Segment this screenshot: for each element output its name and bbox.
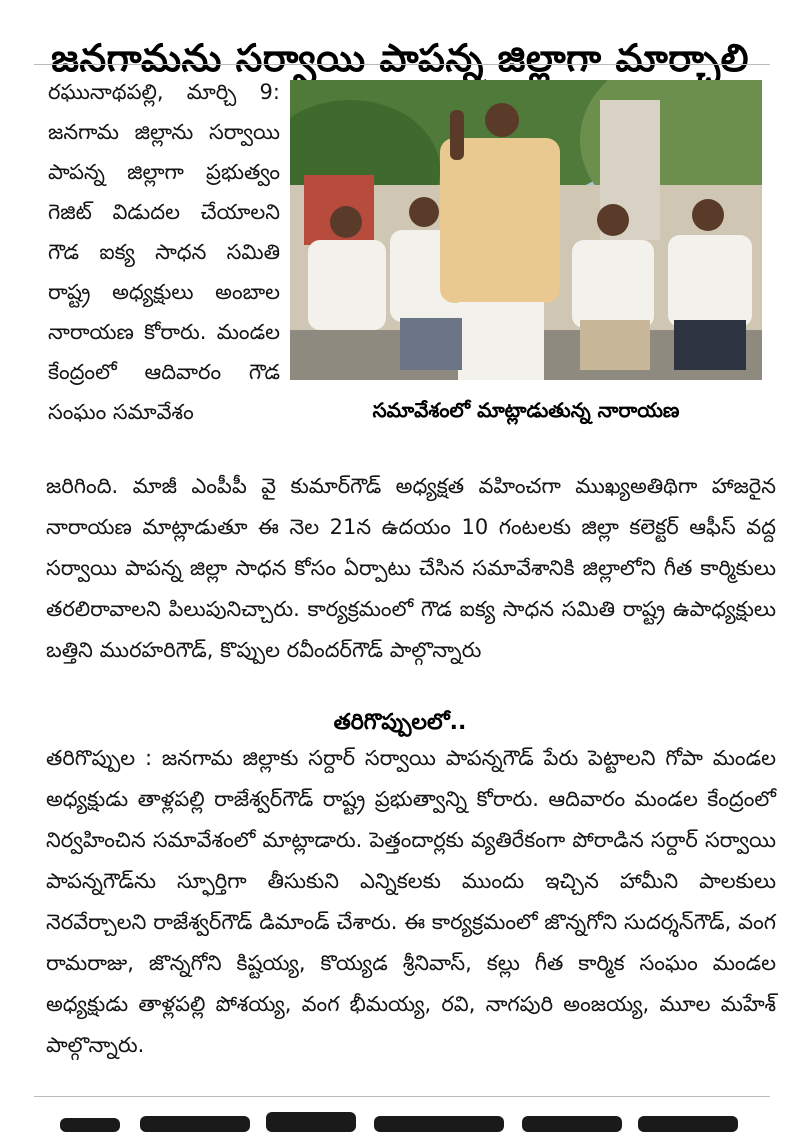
paragraph-2: తరిగొప్పుల : జనగామ జిల్లాకు సర్దార్ సర్వాయి పాపన్నగౌడ్ పేరు పెట్టాలని గోపా మండల అధ్యక్షుడు తాళ్లపల్లి రాజేశ్వర్‌గౌడ్ రాష్ట్ర ప్రభుత్వాన్ని కోరారు. ఆదివారం మండల కేంద్రంలో నిర్వహించిన సమావేశంలో మాట్లాడారు. పెత్తందార్లకు వ్యతిరేకంగా పోరాడిన సర్దార్ సర్వాయి పాపన్నగౌడ్‌ను స్ఫూర్తిగా తీసుకుని ఎన్నికలకు ముందు ఇచ్చిన హామీని పాలకులు నెరవేర్చాలని రాజేశ్వర్‌గౌడ్ డిమాండ్ చేశారు. ఈ కార్యక్రమంలో జొన్నగోని సుదర్శన్‌గౌడ్, వంగ రామరాజు, జొన్నగోని కిష్టయ్య, కొయ్యడ శ్రీనివాస్, కల్లు గీత కార్మిక సంఘం మండల అధ్యక్షుడు తాళ్లపల్లి పోశయ్య, వంగ భీమయ్య, రవి, నాగపురి అంజయ్య, మూల మహేశ్ పాల్గొన్నారు.: [46, 746, 776, 1057]
headline-divider: [34, 64, 770, 65]
next-article-headline-fragment: [40, 1104, 760, 1144]
paragraph-1-left-column: రఘునాథపల్లి, మార్చి 9: జనగామ జిల్లాను సర్వాయి పాపన్న జిల్లాగా ప్రభుత్వం గెజిట్ విడుదల చేయాలని గౌడ ఐక్య సాధన సమితి రాష్ట్ర అధ్యక్షులు అంబాల నారాయణ కోరారు. మండల కేంద్రంలో ఆదివారం గౌడ సంఘం సమావేశం: [48, 80, 280, 424]
meeting-photo: [290, 80, 762, 380]
subheading: తరిగొప్పులలో..: [333, 710, 467, 735]
photo-caption: సమావేశంలో మాట్లాడుతున్న నారాయణ: [372, 398, 680, 422]
paragraph-1-continuation: జరిగింది. మాజీ ఎంపీపీ వై కుమార్‌గౌడ్ అధ్యక్షత వహించగా ముఖ్యఅతిథిగా హాజరైన నారాయణ మాట్లాడుతూ ఈ నెల 21న ఉదయం 10 గంటలకు జిల్లా కలెక్టర్ ఆఫీస్ వద్ద సర్వాయి పాపన్న జిల్లా సాధన కోసం ఏర్పాటు చేసిన సమావేశానికి జిల్లాలోని గీత కార్మికులు తరలిరావాలని పిలుపునిచ్చారు. కార్యక్రమంలో గౌడ ఐక్య సాధన సమితి రాష్ట్ర ఉపాధ్యక్షులు బత్తిని మురహరిగౌడ్, కొప్పుల రవీందర్‌గౌడ్ పాల్గొన్నారు: [46, 474, 776, 662]
bottom-divider: [34, 1096, 770, 1097]
headline: జనగామను సర్వాయి పాపన్న జిల్లాగా మార్చాలి: [51, 36, 749, 81]
